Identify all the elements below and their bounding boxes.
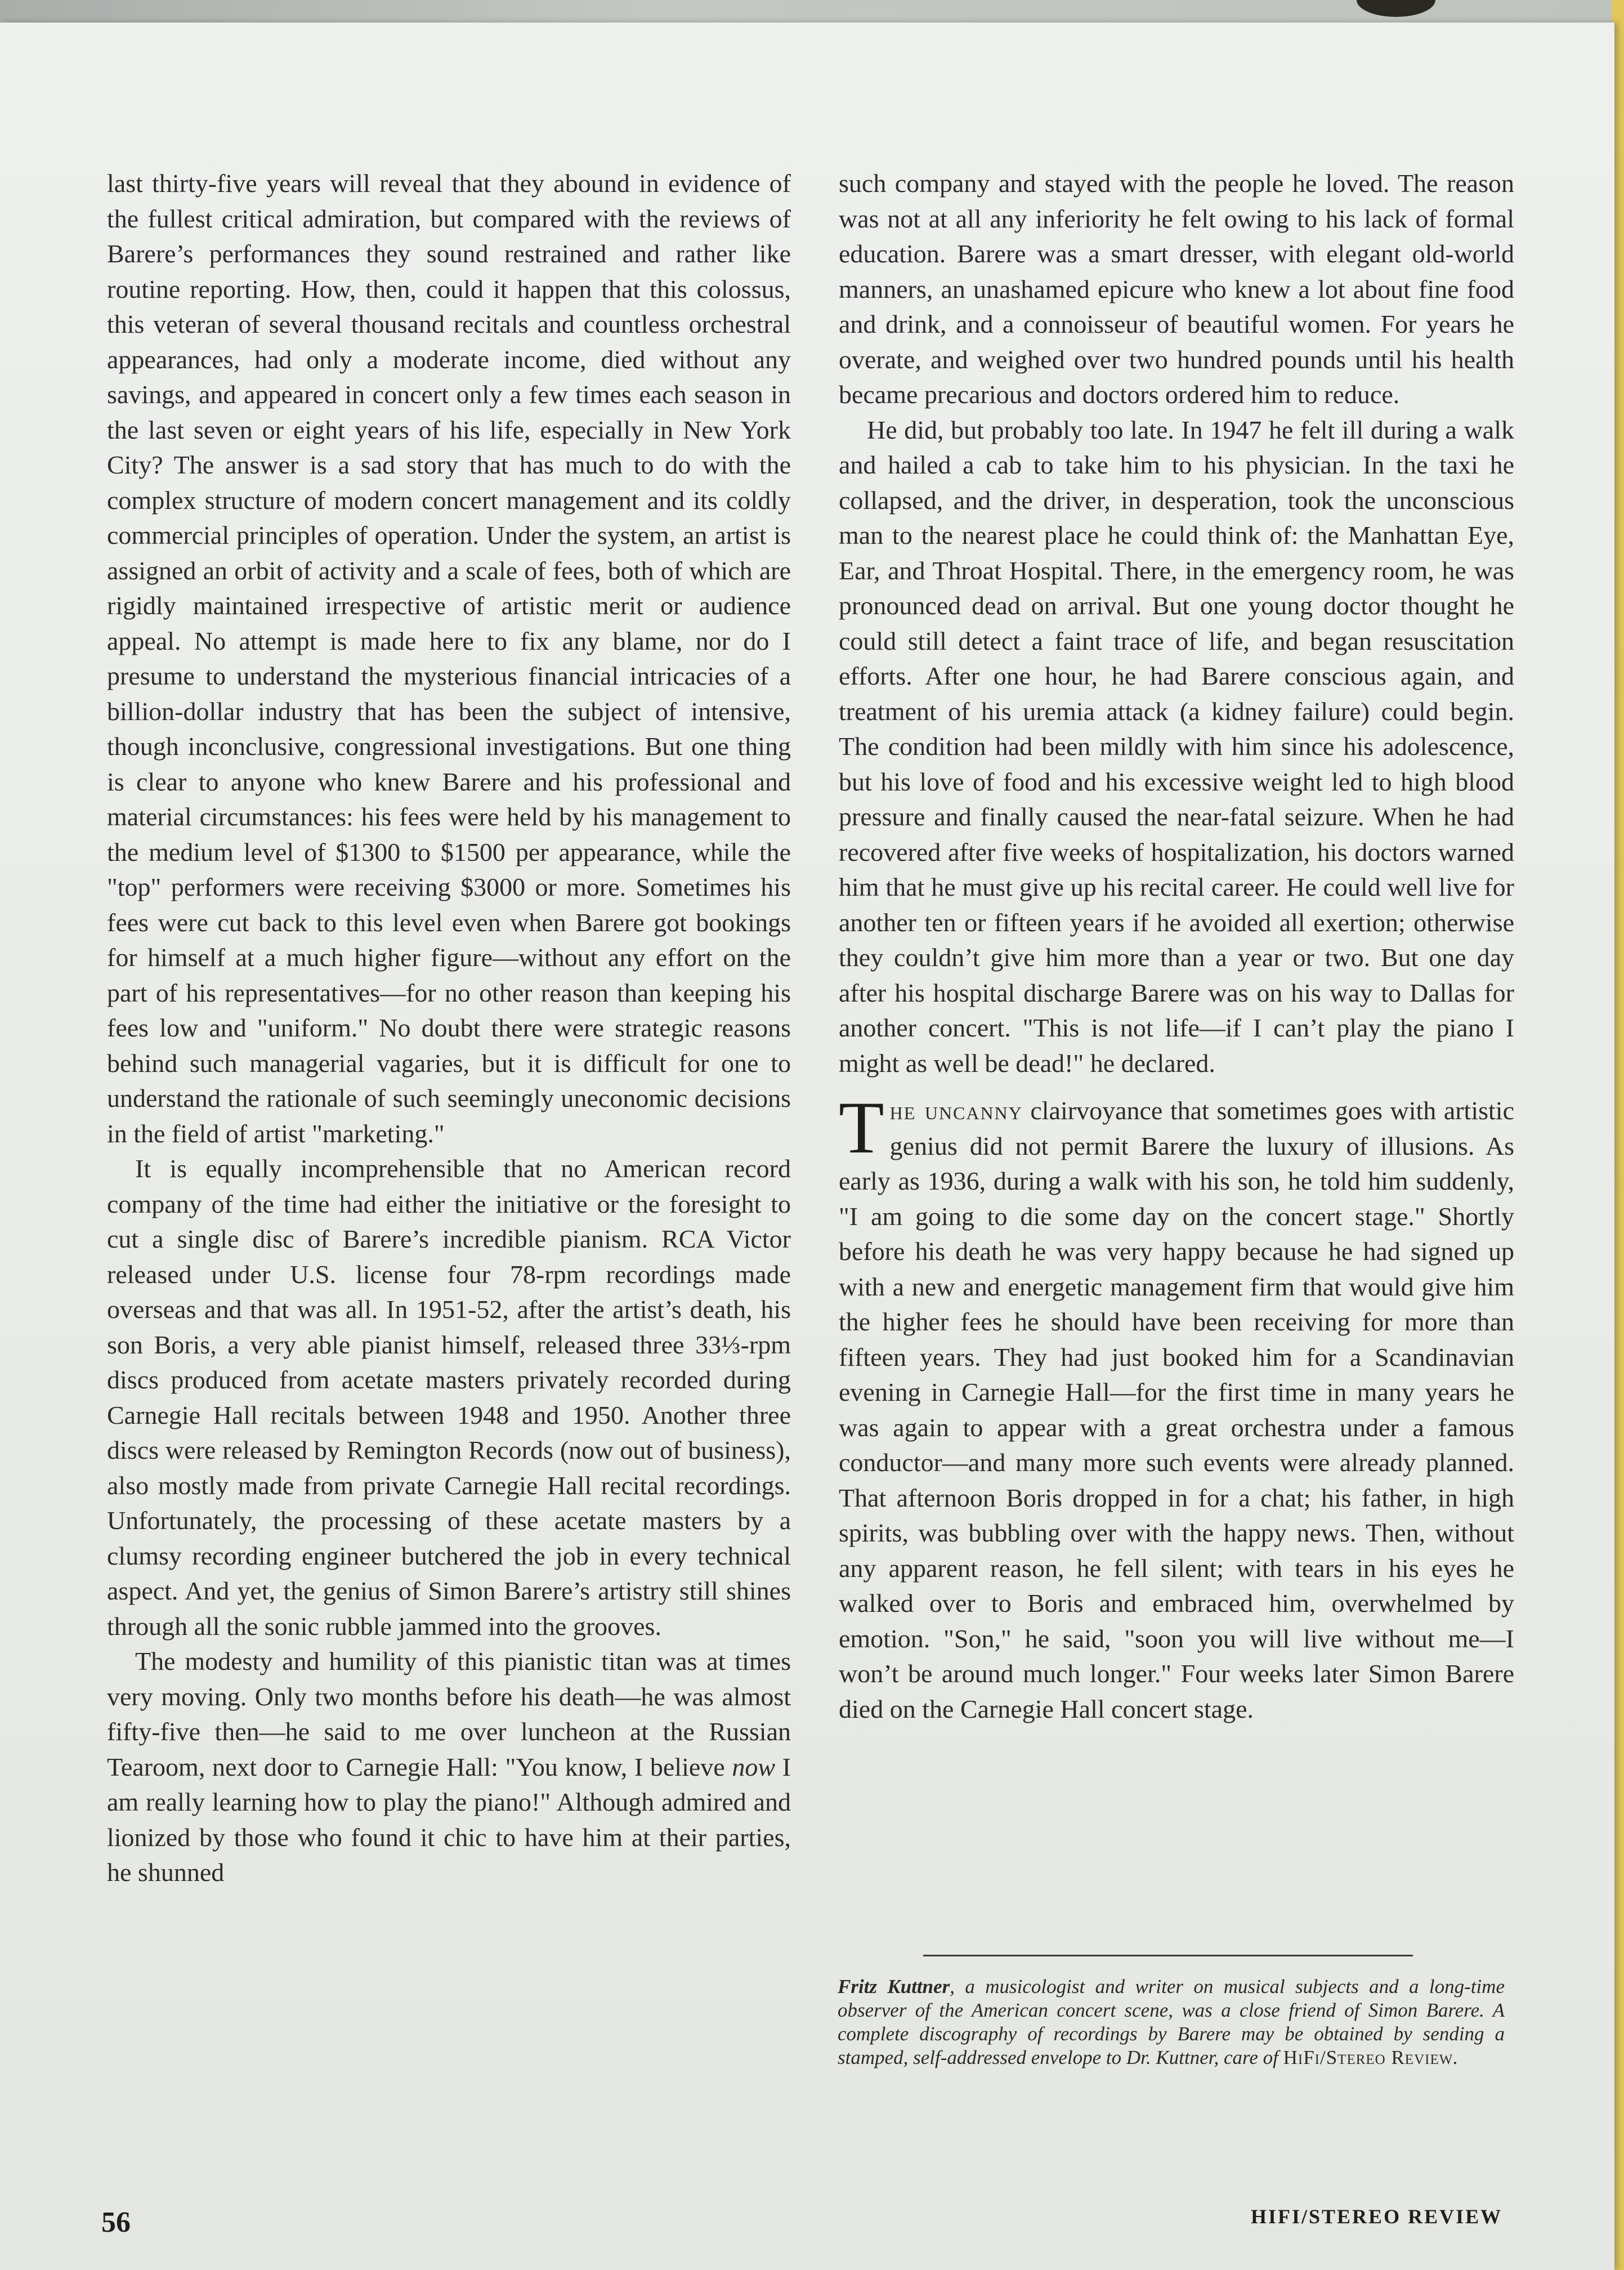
magazine-page: [0, 23, 1614, 2270]
section-paragraph: [839, 1086, 1514, 1727]
emphasis-now: now: [732, 1752, 776, 1781]
left-column: [107, 166, 791, 1891]
author-name: Fritz Kuttner: [838, 1976, 950, 1998]
paragraph-2: It is equally incomprehensible that no American record company of the time had either the initiative or the foresight to cut a single disc of Barere’s incredible pianism. RCA Victor released under U.S. license four 78-rpm recordings made overseas and that was all. In 1951-52, after the artist’s death, his son Boris, a very able pianist himself, released three 33⅓-rpm discs produced from acetate masters privately recorded during Carnegie Hall recitals between 1948 and 1950. Another three discs were released by Remington Records (now out of business), also mostly made from private Carnegie Hall recital recordings. Unfortunately, the processing of these acetate masters by a clumsy recording engineer butchered the job in every technical aspect. And yet, the genius of Simon Barere’s artistry still shines through all the sonic rubble jammed into the grooves.: [107, 1154, 791, 1641]
running-footer: HIFI/STEREO REVIEW: [1251, 2205, 1503, 2228]
section-text: clairvoyance that sometimes goes with artistic genius did not permit Barere the luxury of illusions. As early as 1936, during a walk with his son, he told him suddenly, "I am going to die some day on the concert stage." Shortly before his death he was very happy because he had signed up with a new and energetic management firm that would give him the higher fees he should have been receiving for more than fifteen years. They had just booked him for a Scandinavian evening in Carnegie Hall—for the first time in many years he was again to appear with a great orchestra under a famous conductor—and many more such events were already planned. That afternoon Boris dropped in for a chat; his father, in high spirits, was bubbling over with the happy news. Then, without any apparent reason, he fell silent; with tears in his eyes he walked over to Boris and embraced him, overwhelmed by emotion. "Son," he said, "soon you will live without me—I won’t be around much longer." Four weeks later Simon Barere died on the Carnegie Hall concert stage.: [839, 1096, 1514, 1723]
right-column: [839, 166, 1514, 1727]
bio-divider: [923, 1955, 1413, 1956]
page-number: 56: [101, 2206, 131, 2238]
bio-end: .: [1453, 2046, 1459, 2068]
author-bio: [838, 1975, 1505, 2070]
paragraph-5: He did, but probably too late. In 1947 he felt ill during a walk and hailed a cab to take him to his physician. In the taxi he collapsed, and the driver, in desperation, took the unconscious man to the nearest place he could think of: the Manhattan Eye, Ear, and Throat Hospital. There, in the emergency room, he was pronounced dead on arrival. But one young doctor thought he could still detect a faint trace of life, and began resuscitation efforts. After one hour, he had Barere conscious again, and treatment of his uremia attack (a kidney failure) could begin. The condition had been mildly with him since his adolescence, but his love of food and his excessive weight led to high blood pressure and finally caused the near-fatal seizure. When he had recovered after five weeks of hospitalization, his doctors warned him that he must give up his recital career. He could well live for another ten or fifteen years if he avoided all exertion; otherwise they couldn’t give him more than a year or two. But one day after his hospital discharge Barere was on his way to Dallas for another concert. "This is not life—if I can’t play the piano I might as well be dead!" he declared.: [839, 415, 1514, 1078]
paragraph-3-part-2: I am really learning how to play the piano!" Although admired and lionized by those who found it chic to have him at their parties, he shunned: [107, 1752, 791, 1887]
paragraph-1: last thirty-five years will reveal that they abound in evidence of the fullest critical admiration, but compared with the reviews of Barere’s performances they sound restrained and rather like routine reporting. How, then, could it happen that this colossus, this veteran of several thousand recitals and countless orchestral appearances, had only a moderate income, died without any savings, and appeared in concert only a few times each season in the last seven or eight years of his life, especially in New York City? The answer is a sad story that has much to do with the complex structure of modern concert management and its coldly commercial principles of operation. Under the system, an artist is assigned an orbit of activity and a scale of fees, both of which are rigidly maintained irrespective of artistic merit or audience appeal. No attempt is made here to fix any blame, nor do I presume to understand the mysterious financial intricacies of a billion-dollar industry that has been the subject of intensive, though inconclusive, congressional investigations. But one thing is clear to anyone who knew Barere and his professional and material circumstances: his fees were held by his management to the medium level of $1300 to $1500 per appearance, while the "top" performers were receiving $3000 or more. Sometimes his fees were cut back to this level even when Barere got bookings for himself at a much higher figure—without any effort on the part of his representatives—for no other reason than keeping his fees low and "uniform." No doubt there were strategic reasons behind such managerial vagaries, but it is difficult for one to understand the rationale of such seemingly uneconomic decisions in the field of artist "marketing.": [107, 169, 791, 1148]
drop-cap: T: [839, 1086, 884, 1169]
lead-in: he uncanny: [889, 1096, 1023, 1125]
bio-text: , a musicologist and writer on musical subjects and a long-time observer of the American concert scene, was a close friend of Simon Barere. A complete discography of recordings by Barere may be obtained by sending a stamped, self-addressed envelope to Dr. Kuttner, care of: [838, 1976, 1505, 2068]
paragraph-3: [107, 1644, 791, 1891]
paragraph-3-part-1: The modesty and humility of this pianistic titan was at times very moving. Only two months before his death—he was almost fifty-five then—he said to me over luncheon at the Russian Tearoom, next door to Carnegie Hall: "You know, I believe: [107, 1647, 791, 1781]
bio-magazine-name: HiFi/Stereo Review: [1283, 2046, 1453, 2068]
paragraph-4: such company and stayed with the people he loved. The reason was not at all any inferiority he felt owing to his lack of formal education. Barere was a smart dresser, with elegant old-world manners, an unashamed epicure who knew a lot about fine food and drink, and a connoisseur of beautiful women. For years he overate, and weighed over two hundred pounds until his health became precarious and doctors ordered him to reduce.: [839, 169, 1514, 409]
